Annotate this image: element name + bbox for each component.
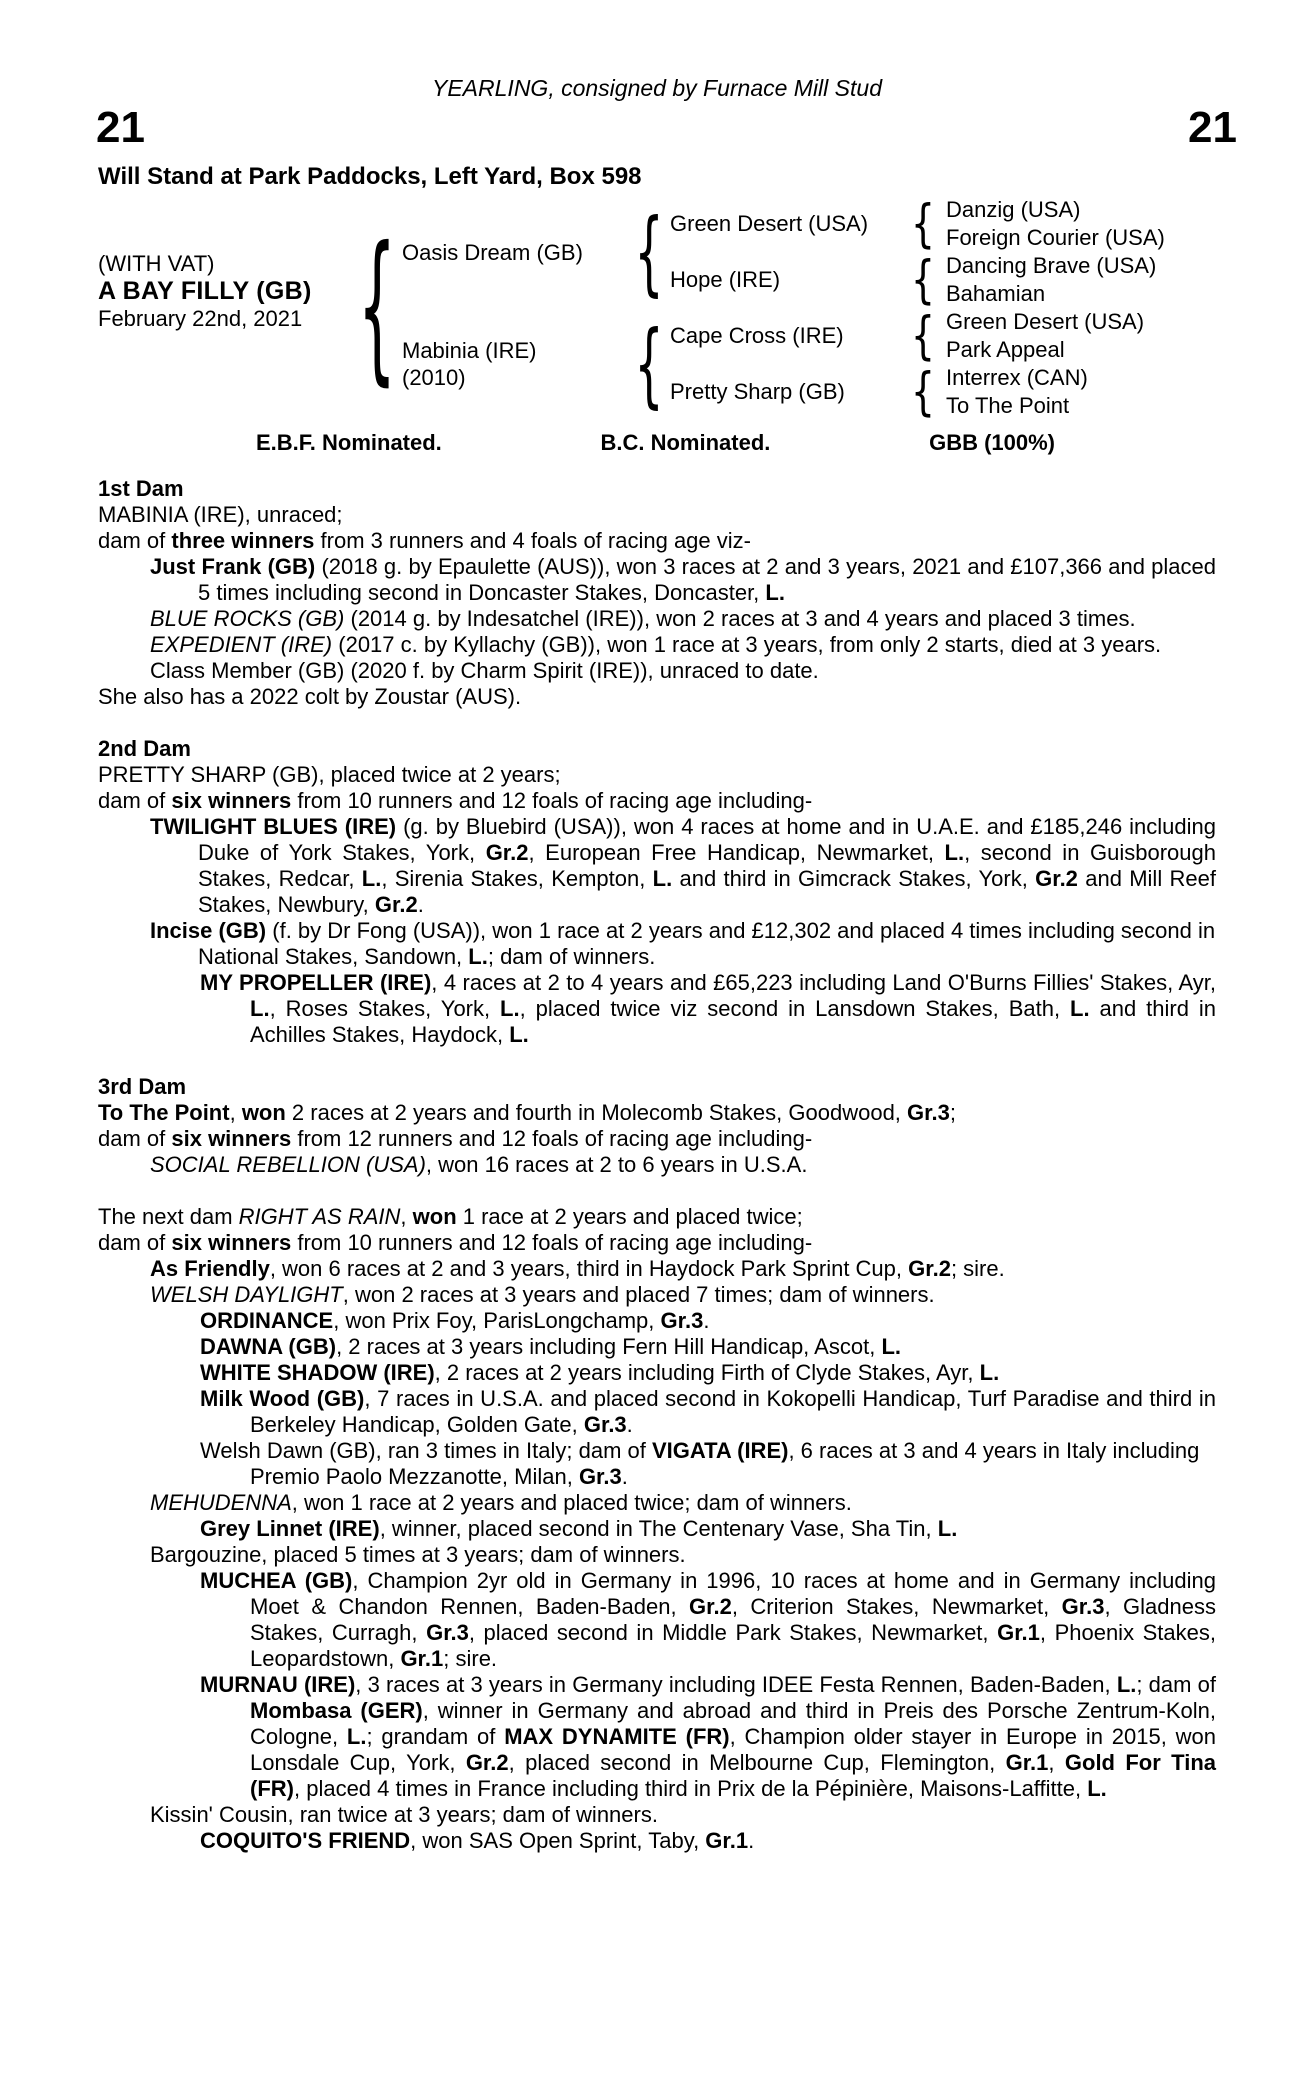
emphasis-text: Gr.2 [1035,866,1078,891]
plain-text: (g. by Bluebird (USA)), won 4 races at home and in U.A.E. and £185,246 including Duke of York Stakes, York, [198,814,1216,865]
plain-text: MABINIA (IRE), unraced; [98,502,343,527]
lot-number-row [0,102,1314,152]
plain-text: , 2 races at 3 years including Fern Hill Handicap, Ascot, [336,1334,882,1359]
brace-glyph: { [910,194,936,254]
emphasis-text: six winners [171,1230,292,1255]
catalog-paragraph [98,1490,1216,1516]
plain-text: , 6 races at 3 and 4 years in Italy including Premio Paolo Mezzanotte, Milan, [250,1438,1200,1489]
plain-text: (2017 c. by Kyllachy (GB)), won 1 race at 3 years, from only 2 starts, died at 3 years. [332,632,1162,657]
plain-text: (f. by Dr Fong (USA)), won 1 race at 2 years and £12,302 and placed 4 times including second in National Stakes, Sandown, [198,918,1216,969]
catalog-paragraph [98,1438,1216,1490]
pedigree-brace-small [912,364,934,420]
emphasis-text: WHITE SHADOW (IRE) [200,1360,435,1385]
catalog-paragraph [98,918,1216,970]
catalog-paragraph [98,814,1216,918]
emphasis-text: MAX DYNAMITE (FR) [504,1724,730,1749]
plain-text: , [1048,1750,1065,1775]
sire-dam-branch [662,252,1165,308]
catalog-paragraph [98,684,1216,710]
emphasis-text: Gr.2 [689,1594,732,1619]
catalog-paragraph [98,528,1216,554]
pedigree-brace-medium [636,308,662,420]
emphasis-text: L. [361,866,382,891]
emphasis-text: L. [500,996,520,1021]
plain-text: , winner, placed second in The Centenary Vase, Sha Tin, [379,1516,938,1541]
plain-text: , Champion older stayer in Europe in 2015, won Lonsdale Cup, York, [250,1724,1216,1775]
ancestor-name: Foreign Courier (USA) [946,225,1165,250]
emphasis-text: six winners [171,788,292,813]
plain-text: , placed second in Middle Park Stakes, Newmarket, [468,1620,998,1645]
plain-text: , winner in Germany and abroad and third in Preis des Porsche Zentrum-Koln, Cologne, [250,1698,1216,1749]
plain-text: Class Member (GB) (2020 f. by Charm Spirit (IRE)), unraced to date. [150,658,819,683]
catalog-paragraph [98,1542,1216,1568]
plain-text: ; [949,1100,956,1125]
dam-section [98,1074,1216,1178]
plain-text: . [626,1412,633,1437]
plain-text: ; sire. [443,1646,498,1671]
plain-text: , 3 races at 3 years in Germany including IDEE Festa Rennen, Baden-Baden, [355,1672,1117,1697]
emphasis-text: Gold For Tina (FR) [250,1750,1216,1801]
dam-year-text: (2010) [402,365,466,390]
plain-text: , won 16 races at 2 to 6 years in U.S.A. [425,1152,808,1177]
section-heading: 1st Dam [98,476,184,501]
catalog-paragraph [98,1386,1216,1438]
plain-text: , won 6 races at 2 and 3 years, third in Haydock Park Sprint Cup, [269,1256,909,1281]
emphasis-text: L. [979,1360,1000,1385]
plain-text: , [229,1100,242,1125]
emphasis-text: L. [1087,1776,1107,1801]
emphasis-text: COQUITO'S FRIEND [200,1828,411,1853]
emphasis-text: TWILIGHT BLUES (IRE) [150,814,397,839]
emphasis-text: Gr.3 [1061,1594,1105,1619]
page-title: YEARLING, consigned by Furnace Mill Stud [432,75,882,101]
brace-glyph: { [357,213,397,403]
plain-text: 1 race at 2 years and placed twice; [456,1204,803,1229]
plain-text: ; grandam of [366,1724,505,1749]
italic-text: BLUE ROCKS (GB) [150,606,345,631]
emphasis-text: Gr.3 [578,1464,622,1489]
catalog-paragraph [98,658,1216,684]
ebf-nominated-label: E.B.F. Nominated. [256,430,442,455]
nominations-row [256,430,1055,456]
sire-name [392,239,636,266]
emphasis-text: Milk Wood (GB) [200,1386,365,1411]
stand-location-line: Will Stand at Park Paddocks, Left Yard, Box 598 [98,163,642,190]
plain-text: , 7 races in U.S.A. and placed second in Kokopelli Handicap, Turf Paradise and third in Berkeley Handicap, Golden Gate, [250,1386,1216,1437]
emphasis-text: To The Point [98,1100,230,1125]
dam-sire-branch [662,308,1144,364]
great-grandparents [934,252,1156,308]
dam-sire-name: Cape Cross (IRE) [670,323,844,348]
emphasis-text: won [241,1100,286,1125]
emphasis-text: MURNAU (IRE) [200,1672,356,1697]
plain-text: and third in Gimcrack Stakes, York, [672,866,1036,891]
plain-text: , Sirenia Stakes, Kempton, [381,866,653,891]
dam-section [98,736,1216,1048]
emphasis-text: L. [468,944,488,969]
plain-text: , [400,1204,413,1229]
catalog-paragraph [98,1230,1216,1256]
catalog-paragraph [98,1204,1216,1230]
emphasis-text: L. [1116,1672,1137,1697]
plain-text: , won 1 race at 2 years and placed twice; dam of winners. [291,1490,852,1515]
emphasis-text: VIGATA (IRE) [651,1438,789,1463]
pedigree-brace-large [357,196,397,420]
dam-section [98,1204,1216,1854]
great-grandparents [934,308,1144,364]
emphasis-text: L. [652,866,673,891]
sire-branch [392,196,1165,308]
horse-name: A BAY FILLY (GB) [98,277,312,305]
dam-dam-name: Pretty Sharp (GB) [670,379,845,404]
plain-text: and third in Achilles Stakes, Haydock, [250,996,1216,1047]
catalog-paragraph [98,1828,1216,1854]
catalog-paragraph [98,1568,1216,1672]
generation-1-column [392,196,1165,420]
ancestor-name: Danzig (USA) [946,197,1081,222]
emphasis-text: Mombasa (GER) [250,1698,423,1723]
emphasis-text: Gr.2 [465,1750,509,1775]
plain-text: from 3 runners and 4 foals of racing age viz- [314,528,751,553]
emphasis-text: L. [1070,996,1090,1021]
emphasis-text: Grey Linnet (IRE) [200,1516,380,1541]
plain-text: from 10 runners and 12 foals of racing age including- [291,788,813,813]
catalog-paragraph [98,554,1216,606]
pedigree-tree [96,196,1314,420]
dam-dam-branch [662,364,1144,420]
great-grandparents [934,364,1088,420]
italic-text: EXPEDIENT (IRE) [150,632,333,657]
plain-text: , won Prix Foy, ParisLongchamp, [333,1308,661,1333]
section-heading: 3rd Dam [98,1074,187,1099]
plain-text: , won 2 races at 3 years and placed 7 times; dam of winners. [342,1282,935,1307]
emphasis-text: ORDINANCE [200,1308,334,1333]
plain-text: . [417,892,424,917]
catalog-paragraph [98,502,1216,528]
pedigree-brace-small [912,252,934,308]
plain-text: from 10 runners and 12 foals of racing age including- [291,1230,813,1255]
emphasis-text: MY PROPELLER (IRE) [200,970,432,995]
brace-glyph: { [910,250,936,310]
plain-text: dam of [98,1126,172,1151]
dam-branch [392,308,1165,420]
plain-text: , Roses Stakes, York, [269,996,501,1021]
catalog-paragraph [98,1672,1216,1802]
lot-number-right: 21 [1188,103,1237,152]
emphasis-text: three winners [171,528,315,553]
catalog-paragraph [98,762,1216,788]
plain-text: , Criterion Stakes, Newmarket, [731,1594,1062,1619]
plain-text: , 2 races at 2 years including Firth of Clyde Stakes, Ayr, [434,1360,980,1385]
catalog-paragraph [98,1516,1216,1542]
catalog-paragraph [98,632,1216,658]
emphasis-text: L. [250,996,270,1021]
plain-text: , second in Guisborough Stakes, Redcar, [198,840,1216,891]
sire-name-text: Oasis Dream (GB) [402,239,583,265]
emphasis-text: L. [944,840,965,865]
ancestor-name: Bahamian [946,281,1046,306]
plain-text: ; dam of winners. [487,944,656,969]
plain-text: She also has a 2022 colt by Zoustar (AUS). [98,684,522,709]
catalog-sections [98,476,1216,1854]
lot-number-left: 21 [96,103,145,152]
dam-section [98,476,1216,710]
plain-text: , won SAS Open Sprint, Taby, [410,1828,706,1853]
emphasis-text: Gr.3 [907,1100,950,1125]
emphasis-text: Gr.3 [660,1308,704,1333]
pedigree-brace-medium [636,196,662,308]
vat-note: (WITH VAT) [98,251,215,276]
catalog-paragraph [98,1100,1216,1126]
plain-text: 2 races at 2 years and fourth in Molecomb Stakes, Goodwood, [285,1100,908,1125]
ancestor-name: To The Point [946,393,1070,418]
emphasis-text: won [412,1204,457,1229]
plain-text: , Gladness Stakes, Curragh, [250,1594,1216,1645]
section-heading: 2nd Dam [98,736,191,761]
ancestor-name: Park Appeal [946,337,1065,362]
bc-nominated-label: B.C. Nominated. [600,430,771,455]
emphasis-text: Gr.2 [374,892,418,917]
emphasis-text: L. [881,1334,901,1359]
plain-text: . [703,1308,710,1333]
brace-glyph: { [634,310,664,418]
ancestor-name: Green Desert (USA) [946,309,1145,334]
brace-glyph: { [634,198,664,306]
plain-text: (2018 g. by Epaulette (AUS)), won 3 races at 2 and 3 years, 2021 and £107,366 and placed 5 times including second in Doncaster Stakes, Doncaster, [198,554,1216,605]
plain-text: , 4 races at 2 to 4 years and £65,223 including Land O'Burns Fillies' Stakes, Ayr, [431,970,1216,995]
plain-text: (2014 g. by Indesatchel (IRE)), won 2 races at 3 and 4 years and placed 3 times. [344,606,1136,631]
plain-text: , Champion 2yr old in Germany in 1996, 10 races at home and in Germany including Moet & Chandon Rennen, Baden-Baden, [250,1568,1216,1619]
catalog-paragraph [98,788,1216,814]
dam-name-text: Mabinia (IRE) [402,338,537,363]
emphasis-text: L. [937,1516,958,1541]
emphasis-text: L. [346,1724,367,1749]
emphasis-text: Gr.1 [705,1828,749,1853]
emphasis-text: DAWNA (GB) [200,1334,337,1359]
catalog-paragraph [98,1360,1216,1386]
catalog-paragraph [98,606,1216,632]
brace-glyph: { [910,306,936,366]
emphasis-text: Gr.2 [485,840,529,865]
plain-text: , European Free Handicap, Newmarket, [528,840,945,865]
emphasis-text: Gr.2 [908,1256,951,1281]
catalog-paragraph [98,1308,1216,1334]
italic-text: WELSH DAYLIGHT [150,1282,343,1307]
italic-text: SOCIAL REBELLION (USA) [150,1152,426,1177]
catalog-paragraph [98,1802,1216,1828]
plain-text: ; dam of [1136,1672,1217,1697]
dam-name [392,337,636,391]
ancestor-name: Interrex (CAN) [946,365,1088,390]
pedigree-brace-small [912,196,934,252]
plain-text: , placed 4 times in France including third in Prix de la Pépinière, Maisons-Laffitte, [293,1776,1088,1801]
sire-grandparents [662,196,1165,308]
catalog-paragraph [98,1256,1216,1282]
plain-text: , Phoenix Stakes, Leopardstown, [250,1620,1216,1671]
brace-glyph: { [910,362,936,422]
catalog-paragraph [98,1126,1216,1152]
plain-text: , placed second in Melbourne Cup, Flemington, [508,1750,1006,1775]
emphasis-text: Gr.1 [1005,1750,1049,1775]
plain-text: The next dam [98,1204,239,1229]
emphasis-text: L. [509,1022,529,1047]
plain-text: dam of [98,788,172,813]
emphasis-text: Just Frank (GB) [150,554,316,579]
ancestor-name: Dancing Brave (USA) [946,253,1157,278]
plain-text: ; sire. [950,1256,1005,1281]
plain-text: Bargouzine, placed 5 times at 3 years; dam of winners. [150,1542,686,1567]
emphasis-text: MUCHEA (GB) [200,1568,353,1593]
catalog-paragraph [98,1152,1216,1178]
dam-grandparents [662,308,1144,420]
emphasis-text: Gr.1 [997,1620,1040,1645]
emphasis-text: L. [765,580,785,605]
horse-summary [96,250,362,332]
plain-text: PRETTY SHARP (GB), placed twice at 2 years; [98,762,561,787]
catalog-paragraph [98,970,1216,1048]
catalog-paragraph [98,1334,1216,1360]
pedigree-brace-small [912,308,934,364]
italic-text: RIGHT AS RAIN [238,1204,401,1229]
plain-text: . [621,1464,628,1489]
sire-dam-name: Hope (IRE) [670,267,781,292]
sire-sire-name: Green Desert (USA) [670,211,869,236]
emphasis-text: Gr.3 [583,1412,627,1437]
plain-text: , placed twice viz second in Lansdown Stakes, Bath, [519,996,1071,1021]
emphasis-text: Incise (GB) [150,918,267,943]
plain-text: . [748,1828,755,1853]
plain-text: Welsh Dawn (GB), ran 3 times in Italy; dam of [200,1438,652,1463]
emphasis-text: As Friendly [150,1256,270,1281]
great-grandparents [934,196,1165,252]
emphasis-text: Gr.3 [426,1620,469,1645]
italic-text: MEHUDENNA [150,1490,292,1515]
plain-text: dam of [98,528,172,553]
catalog-paragraph [98,1282,1216,1308]
plain-text: from 12 runners and 12 foals of racing age including- [291,1126,813,1151]
emphasis-text: Gr.1 [400,1646,444,1671]
plain-text: Kissin' Cousin, ran twice at 3 years; dam of winners. [150,1802,658,1827]
plain-text: and Mill Reef Stakes, Newbury, [198,866,1216,917]
foal-date: February 22nd, 2021 [98,306,303,331]
gbb-status-label: GBB (100%) [929,430,1055,455]
sire-sire-branch [662,196,1165,252]
plain-text: dam of [98,1230,172,1255]
emphasis-text: six winners [171,1126,292,1151]
